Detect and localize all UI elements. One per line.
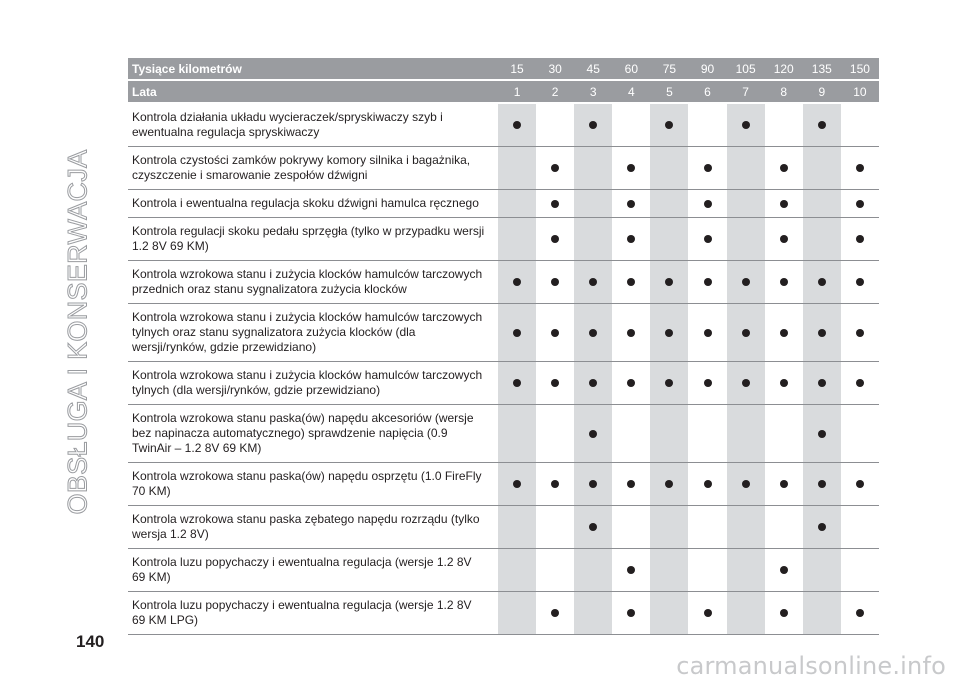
check-dot-icon (627, 200, 635, 208)
check-dot-icon (627, 480, 635, 488)
km-value: 45 (574, 58, 612, 80)
interval-cell (841, 592, 879, 635)
interval-cell (612, 592, 650, 635)
row-description: Kontrola działania układu wycieraczek/spryskiwaczy szyb i ewentualna regulacja spryskiwaczy (128, 103, 498, 147)
interval-cell (612, 103, 650, 147)
check-dot-icon (513, 379, 521, 387)
check-dot-icon (627, 329, 635, 337)
check-dot-icon (551, 164, 559, 172)
interval-cell (536, 190, 574, 218)
interval-cell (536, 103, 574, 147)
row-description: Kontrola wzrokowa stanu paska(ów) napędu osprzętu (1.0 FireFly 70 KM) (128, 463, 498, 506)
interval-cell (727, 147, 765, 190)
interval-cell (650, 549, 688, 592)
interval-cell (765, 218, 803, 261)
check-dot-icon (818, 379, 826, 387)
interval-cell (688, 304, 726, 362)
check-dot-icon (589, 121, 597, 129)
interval-cell (498, 405, 536, 463)
interval-cell (574, 218, 612, 261)
check-dot-icon (627, 164, 635, 172)
check-dot-icon (513, 480, 521, 488)
interval-cell (803, 218, 841, 261)
year-value: 3 (574, 80, 612, 103)
check-dot-icon (704, 164, 712, 172)
interval-cell (803, 304, 841, 362)
check-dot-icon (856, 609, 864, 617)
interval-cell (765, 147, 803, 190)
check-dot-icon (742, 278, 750, 286)
interval-cell (574, 147, 612, 190)
interval-cell (498, 103, 536, 147)
year-value: 4 (612, 80, 650, 103)
interval-cell (841, 405, 879, 463)
check-dot-icon (589, 523, 597, 531)
interval-cell (765, 405, 803, 463)
interval-cell (727, 304, 765, 362)
interval-cell (498, 362, 536, 405)
interval-cell (650, 506, 688, 549)
year-value: 9 (803, 80, 841, 103)
interval-cell (727, 103, 765, 147)
interval-cell (536, 506, 574, 549)
interval-cell (536, 549, 574, 592)
table-row (128, 549, 879, 592)
interval-cell (803, 362, 841, 405)
check-dot-icon (589, 379, 597, 387)
table-row (128, 405, 879, 463)
check-dot-icon (551, 329, 559, 337)
interval-cell (803, 190, 841, 218)
check-dot-icon (513, 329, 521, 337)
check-dot-icon (780, 566, 788, 574)
interval-cell (536, 592, 574, 635)
check-dot-icon (551, 278, 559, 286)
interval-cell (650, 190, 688, 218)
check-dot-icon (818, 523, 826, 531)
check-dot-icon (742, 480, 750, 488)
km-value: 15 (498, 58, 536, 80)
interval-cell (765, 103, 803, 147)
header-row-years (128, 80, 879, 103)
interval-cell (574, 261, 612, 304)
check-dot-icon (856, 235, 864, 243)
year-value: 6 (688, 80, 726, 103)
interval-cell (574, 405, 612, 463)
interval-cell (650, 218, 688, 261)
check-dot-icon (627, 278, 635, 286)
interval-cell (650, 362, 688, 405)
check-dot-icon (818, 278, 826, 286)
table-row (128, 463, 879, 506)
year-value: 10 (841, 80, 879, 103)
row-description: Kontrola wzrokowa stanu paska zębatego napędu rozrządu (tylko wersja 1.2 8V) (128, 506, 498, 549)
interval-cell (612, 190, 650, 218)
interval-cell (650, 147, 688, 190)
check-dot-icon (780, 480, 788, 488)
interval-cell (612, 304, 650, 362)
interval-cell (688, 147, 726, 190)
km-value: 90 (688, 58, 726, 80)
check-dot-icon (818, 430, 826, 438)
check-dot-icon (780, 609, 788, 617)
interval-cell (803, 592, 841, 635)
check-dot-icon (780, 235, 788, 243)
year-value: 7 (727, 80, 765, 103)
interval-cell (650, 304, 688, 362)
row-description: Kontrola regulacji skoku pedału sprzęgła (tylko w przypadku wersji 1.2 8V 69 KM) (128, 218, 498, 261)
check-dot-icon (513, 278, 521, 286)
km-value: 120 (765, 58, 803, 80)
interval-cell (498, 218, 536, 261)
check-dot-icon (513, 121, 521, 129)
km-value: 135 (803, 58, 841, 80)
table-row (128, 190, 879, 218)
interval-cell (498, 147, 536, 190)
check-dot-icon (780, 200, 788, 208)
check-dot-icon (780, 379, 788, 387)
check-dot-icon (627, 379, 635, 387)
section-title: OBSŁUGA I KONSERWACJA (62, 149, 93, 515)
table-row (128, 218, 879, 261)
interval-cell (574, 506, 612, 549)
interval-cell (612, 147, 650, 190)
year-value: 5 (650, 80, 688, 103)
interval-cell (688, 362, 726, 405)
check-dot-icon (856, 200, 864, 208)
interval-cell (841, 506, 879, 549)
interval-cell (727, 463, 765, 506)
interval-cell (612, 549, 650, 592)
year-value: 8 (765, 80, 803, 103)
check-dot-icon (856, 480, 864, 488)
interval-cell (765, 304, 803, 362)
interval-cell (727, 362, 765, 405)
interval-cell (765, 190, 803, 218)
km-value: 75 (650, 58, 688, 80)
interval-cell (688, 190, 726, 218)
header-row-km (128, 58, 879, 80)
interval-cell (688, 261, 726, 304)
interval-cell (574, 304, 612, 362)
interval-cell (574, 549, 612, 592)
interval-cell (841, 261, 879, 304)
page-number: 140 (76, 632, 105, 651)
check-dot-icon (704, 235, 712, 243)
table-row (128, 592, 879, 635)
interval-cell (803, 103, 841, 147)
interval-cell (498, 463, 536, 506)
check-dot-icon (704, 379, 712, 387)
check-dot-icon (665, 379, 673, 387)
interval-cell (574, 592, 612, 635)
check-dot-icon (551, 200, 559, 208)
check-dot-icon (780, 278, 788, 286)
years-header-label: Lata (128, 80, 498, 103)
km-header-label: Tysiące kilometrów (128, 58, 498, 80)
interval-cell (688, 549, 726, 592)
check-dot-icon (856, 278, 864, 286)
interval-cell (650, 405, 688, 463)
interval-cell (612, 261, 650, 304)
interval-cell (803, 405, 841, 463)
interval-cell (727, 592, 765, 635)
interval-cell (650, 261, 688, 304)
interval-cell (650, 103, 688, 147)
interval-cell (841, 218, 879, 261)
watermark: carmanualsonline.info (676, 652, 946, 680)
check-dot-icon (589, 480, 597, 488)
check-dot-icon (742, 121, 750, 129)
interval-cell (650, 463, 688, 506)
interval-cell (765, 506, 803, 549)
table-row (128, 362, 879, 405)
check-dot-icon (627, 566, 635, 574)
row-description: Kontrola wzrokowa stanu paska(ów) napędu akcesoriów (wersje bez napinacza automatycznego) sprawdzenie napięcia (0.9 TwinAir – 1.2 8V 69 KM) (128, 405, 498, 463)
check-dot-icon (627, 235, 635, 243)
table-row (128, 506, 879, 549)
check-dot-icon (551, 609, 559, 617)
interval-cell (498, 304, 536, 362)
interval-cell (765, 463, 803, 506)
table-row (128, 261, 879, 304)
km-value: 105 (727, 58, 765, 80)
interval-cell (765, 261, 803, 304)
interval-cell (536, 147, 574, 190)
interval-cell (574, 190, 612, 218)
check-dot-icon (589, 329, 597, 337)
km-value: 60 (612, 58, 650, 80)
year-value: 1 (498, 80, 536, 103)
interval-cell (650, 592, 688, 635)
check-dot-icon (665, 329, 673, 337)
interval-cell (841, 549, 879, 592)
check-dot-icon (742, 379, 750, 387)
interval-cell (841, 463, 879, 506)
interval-cell (688, 103, 726, 147)
interval-cell (536, 405, 574, 463)
check-dot-icon (589, 430, 597, 438)
interval-cell (612, 405, 650, 463)
interval-cell (841, 304, 879, 362)
interval-cell (688, 463, 726, 506)
interval-cell (536, 362, 574, 405)
interval-cell (688, 592, 726, 635)
interval-cell (536, 261, 574, 304)
check-dot-icon (665, 278, 673, 286)
interval-cell (498, 592, 536, 635)
interval-cell (765, 362, 803, 405)
check-dot-icon (856, 329, 864, 337)
interval-cell (574, 103, 612, 147)
check-dot-icon (551, 480, 559, 488)
maintenance-schedule-table (128, 58, 879, 635)
row-description: Kontrola wzrokowa stanu i zużycia klocków hamulców tarczowych tylnych (dla wersji/rynków, gdzie przewidziano) (128, 362, 498, 405)
check-dot-icon (704, 609, 712, 617)
interval-cell (688, 405, 726, 463)
check-dot-icon (704, 278, 712, 286)
interval-cell (841, 190, 879, 218)
interval-cell (727, 190, 765, 218)
interval-cell (727, 549, 765, 592)
row-description: Kontrola luzu popychaczy i ewentualna regulacja (wersje 1.2 8V 69 KM LPG) (128, 592, 498, 635)
row-description: Kontrola czystości zamków pokrywy komory silnika i bagażnika, czyszczenie i smarowanie zespołów dźwigni (128, 147, 498, 190)
interval-cell (612, 362, 650, 405)
interval-cell (498, 261, 536, 304)
check-dot-icon (551, 235, 559, 243)
check-dot-icon (589, 278, 597, 286)
interval-cell (498, 506, 536, 549)
interval-cell (688, 506, 726, 549)
interval-cell (536, 463, 574, 506)
check-dot-icon (704, 200, 712, 208)
interval-cell (803, 549, 841, 592)
year-value: 2 (536, 80, 574, 103)
interval-cell (688, 218, 726, 261)
interval-cell (727, 405, 765, 463)
interval-cell (612, 463, 650, 506)
interval-cell (574, 463, 612, 506)
row-description: Kontrola i ewentualna regulacja skoku dźwigni hamulca ręcznego (128, 190, 498, 218)
check-dot-icon (704, 480, 712, 488)
interval-cell (612, 218, 650, 261)
km-value: 30 (536, 58, 574, 80)
interval-cell (841, 362, 879, 405)
check-dot-icon (627, 609, 635, 617)
interval-cell (727, 261, 765, 304)
interval-cell (498, 549, 536, 592)
check-dot-icon (818, 329, 826, 337)
interval-cell (841, 103, 879, 147)
table-row (128, 147, 879, 190)
interval-cell (803, 261, 841, 304)
interval-cell (498, 190, 536, 218)
check-dot-icon (818, 480, 826, 488)
interval-cell (765, 549, 803, 592)
interval-cell (536, 304, 574, 362)
interval-cell (765, 592, 803, 635)
interval-cell (727, 218, 765, 261)
table-row (128, 103, 879, 147)
km-value: 150 (841, 58, 879, 80)
row-description: Kontrola wzrokowa stanu i zużycia klocków hamulców tarczowych przednich oraz stanu sygnalizatora zużycia klocków (128, 261, 498, 304)
interval-cell (803, 463, 841, 506)
row-description: Kontrola wzrokowa stanu i zużycia klocków hamulców tarczowych tylnych oraz stanu sygnalizatora zużycia klocków (dla wersji/rynków, gdzie przewidziano) (128, 304, 498, 362)
interval-cell (803, 506, 841, 549)
interval-cell (803, 147, 841, 190)
check-dot-icon (780, 164, 788, 172)
row-description: Kontrola luzu popychaczy i ewentualna regulacja (wersje 1.2 8V 69 KM) (128, 549, 498, 592)
check-dot-icon (856, 379, 864, 387)
check-dot-icon (665, 480, 673, 488)
check-dot-icon (665, 121, 673, 129)
check-dot-icon (780, 329, 788, 337)
check-dot-icon (742, 329, 750, 337)
interval-cell (841, 147, 879, 190)
check-dot-icon (818, 121, 826, 129)
interval-cell (727, 506, 765, 549)
interval-cell (574, 362, 612, 405)
check-dot-icon (704, 329, 712, 337)
table-row (128, 304, 879, 362)
check-dot-icon (551, 379, 559, 387)
interval-cell (612, 506, 650, 549)
interval-cell (536, 218, 574, 261)
check-dot-icon (856, 164, 864, 172)
